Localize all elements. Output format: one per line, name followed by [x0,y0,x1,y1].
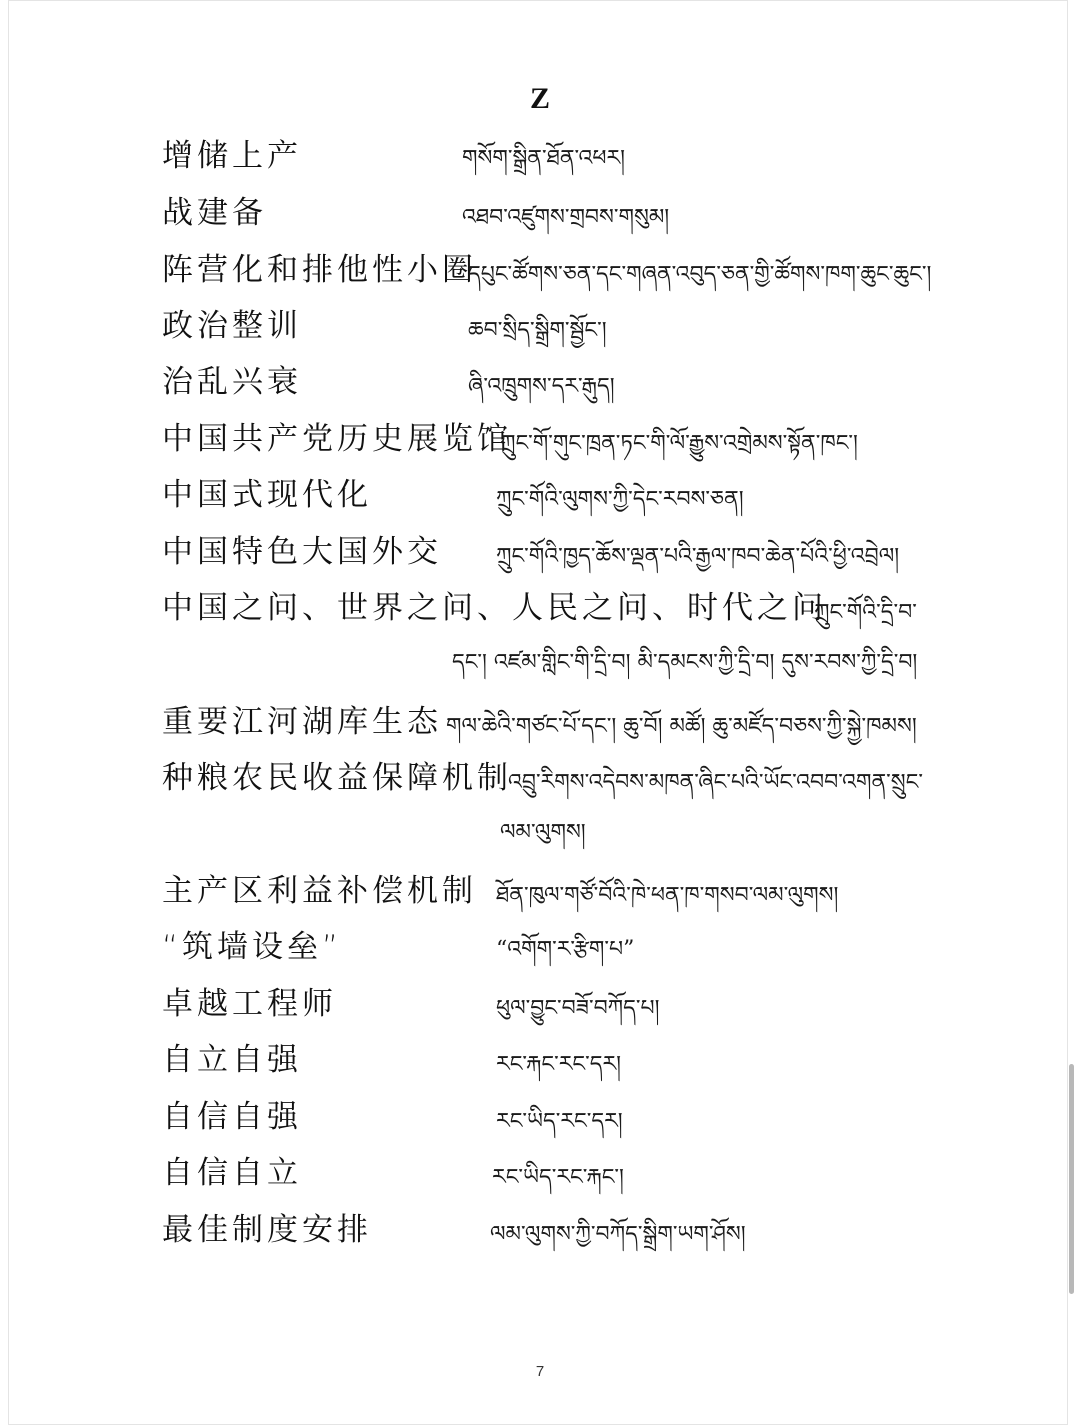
chinese-term: 中国之问、世界之问、人民之问、时代之问 [162,590,827,626]
chinese-term: 重要江河湖库生态 [162,704,442,740]
tibetan-translation: རང་རྐང་རང་དར། [496,1052,622,1077]
tibetan-translation: ཀྲུང་གོ་གུང་ཁྲན་ཏང་གི་ལོ་རྒྱུས་འགྲེམས་སྟོན་ཁང་། [500,431,858,456]
tibetan-translation: གལ་ཆེའི་གཙང་པོ་དང་། ཆུ་བོ། མཚོ། ཆུ་མཛོད་བཅས་ཀྱི་སྐྱེ་ཁམས། [446,714,917,739]
scrollbar-thumb[interactable] [1069,1064,1074,1294]
chinese-term: 中国式现代化 [162,477,372,513]
tibetan-translation: ཕུལ་བྱུང་བཟོ་བཀོད་པ། [496,996,660,1021]
tibetan-translation: ལམ་ལུགས་ཀྱི་བཀོད་སྒྲིག་ཡག་ཤོས། [490,1222,746,1247]
chinese-term: 阵营化和排他性小圈 [162,252,477,288]
chinese-term: 增储上产 [162,138,302,174]
tibetan-translation: གསོག་སྒྲིན་ཐོན་འཕར། [462,146,626,171]
tibetan-translation: ཀྲུང་གོའི་ཁྱད་ཆོས་ལྡན་པའི་རྒྱལ་ཁབ་ཆེན་པོའི་ཕྱི་འབྲེལ། [496,544,900,569]
chinese-term: 种粮农民收益保障机制 [162,760,512,796]
chinese-term: 战建备 [162,195,267,231]
chinese-term: 主产区利益补偿机制 [162,873,477,909]
chinese-term: 政治整训 [162,308,302,344]
chinese-term: 中国共产党历史展览馆 [162,421,512,457]
section-letter: Z [529,82,550,115]
chinese-term: “筑墙设垒” [162,929,343,965]
tibetan-translation: ཐོན་ཁུལ་གཙོ་བོའི་ཁེ་ཕན་ཁ་གསབ་ལམ་ལུགས། [496,883,839,908]
page-number: 7 [535,1363,545,1380]
chinese-term: 自信自强 [162,1099,302,1135]
chinese-term: 自立自强 [162,1042,302,1078]
tibetan-translation-continued: དང་། འཛམ་གླིང་གི་དྲི་བ། མི་དམངས་ཀྱི་དྲི་བ། དུས་རབས་ཀྱི་དྲི་བ། [452,650,918,675]
tibetan-translation: འབྲུ་རིགས་འདེབས་མཁན་ཞིང་པའི་ཡོང་འབབ་འགན་སྲུང་ [508,770,923,795]
tibetan-translation-continued: ལམ་ལུགས། [500,820,586,845]
tibetan-translation: ཆབ་སྲིད་སྒྲིག་སྦྱོང་། [468,318,607,343]
tibetan-translation: རང་ཡིད་རང་རྐང་། [492,1165,624,1190]
tibetan-translation: “འགོག་ར་རྩིག་པ” [496,937,635,962]
tibetan-translation: འཐབ་འཛུགས་གྲབས་གསུམ། [462,205,670,230]
chinese-term: 中国特色大国外交 [162,534,442,570]
tibetan-translation: ཀྲུང་གོའི་ལུགས་ཀྱི་དེང་རབས་ཅན། [496,487,744,512]
tibetan-translation: ཀྲུང་གོའི་དྲི་བ་ [814,600,917,625]
chinese-term: 最佳制度安排 [162,1212,372,1248]
chinese-term: 自信自立 [162,1155,302,1191]
tibetan-translation: རང་ཡིད་རང་དར། [496,1109,623,1134]
tibetan-translation: དཔུང་ཚོགས་ཅན་དང་གཞན་འབུད་ཅན་གྱི་ཚོགས་ཁག་ཆུང་ཆུང་། [468,262,932,287]
tibetan-translation: ཞི་འཁྲུགས་དར་རྒུད། [468,374,615,399]
chinese-term: 卓越工程师 [162,986,337,1022]
chinese-term: 治乱兴衰 [162,364,302,400]
